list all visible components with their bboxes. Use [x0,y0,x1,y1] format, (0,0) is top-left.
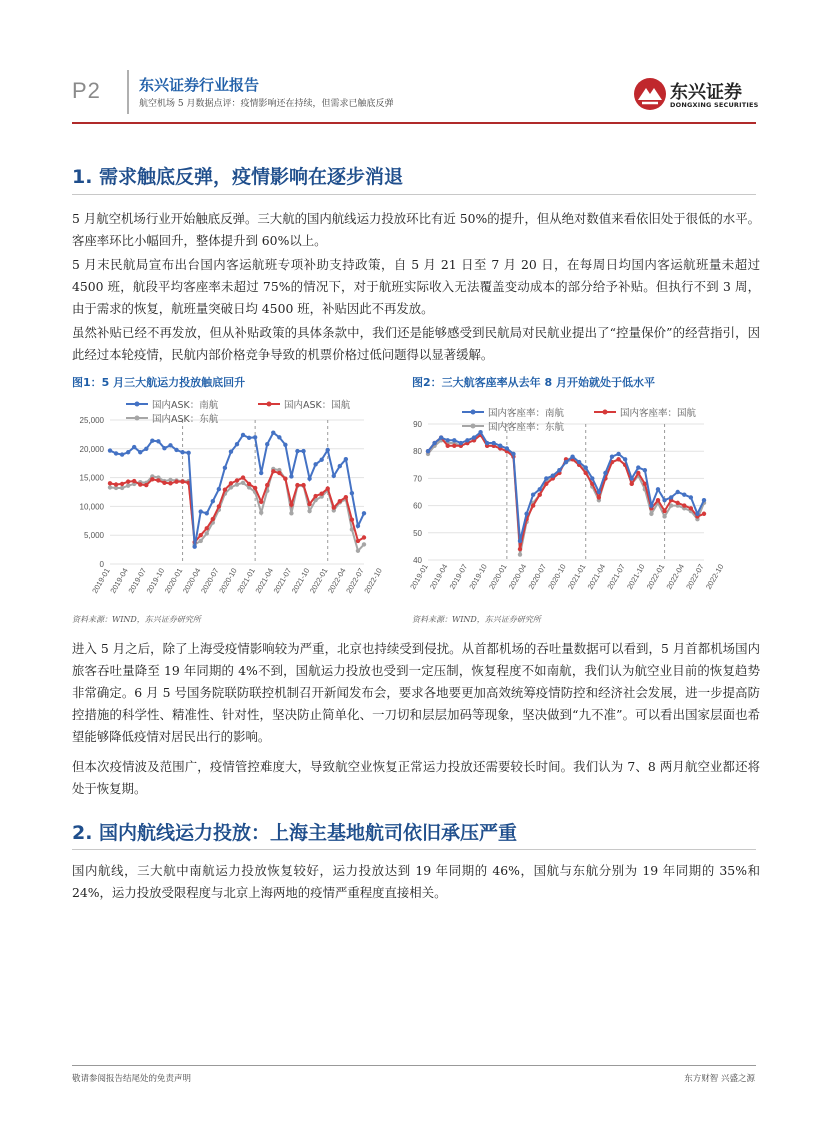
data-point [356,524,360,528]
data-point [295,483,299,487]
data-point [108,481,112,485]
data-point [518,552,522,556]
data-point [283,477,287,481]
data-point [531,493,535,497]
legend-marker [603,410,608,415]
data-point [174,448,178,452]
y-tick-label: 5,000 [83,531,104,541]
x-tick-label: 2019-01 [408,562,430,591]
data-point [518,547,522,551]
y-tick-label: 10,000 [79,502,104,512]
data-point [326,486,330,490]
data-point [156,478,160,482]
data-point [350,517,354,521]
data-point [362,511,366,515]
page-number: P2 [72,78,101,103]
data-point [356,539,360,543]
data-point [241,475,245,479]
data-point [271,469,275,473]
data-point [229,481,233,485]
data-point [223,466,227,470]
data-point [630,476,634,480]
legend-marker [471,410,476,415]
data-point [344,457,348,461]
data-point [235,482,239,486]
data-point [265,442,269,446]
x-tick-label: 2019-10 [467,562,489,591]
y-tick-label: 90 [413,420,422,429]
data-point [205,531,209,535]
data-point [120,482,124,486]
x-tick-label: 2020-04 [180,566,203,595]
x-tick-label: 2020-01 [487,562,509,591]
data-point [307,502,311,506]
data-point [362,542,366,546]
y-tick-label: 50 [413,528,422,538]
data-point [114,451,118,455]
section-1-paragraph-3: 虽然补贴已经不再发放，但从补贴政策的具体条款中，我们还是能够感受到民航局对民航业提出了“控量保价”的经营指引，因此经过本轮疫情，民航内部价格竞争导致的机票价格过低问题得以显著缓解。 [72,325,760,362]
x-tick-label: 2020-01 [162,566,185,595]
data-point [682,503,686,507]
figure-1-source: 资料来源：WIND，东兴证券研究所 [72,615,201,624]
data-point [538,487,542,491]
report-header [0,0,827,130]
x-tick-label: 2021-04 [253,566,276,595]
data-point [656,487,660,491]
data-point [138,482,142,486]
data-point [557,468,561,472]
x-tick-label: 2021-04 [585,562,608,591]
data-point [253,435,257,439]
section-2-paragraph-1: 国内航线，三大航中南航运力投放恢复较好，运力投放达到 19 年同期的 46%，国航与东航分别为 19 年同期的 35%和 24%，运力投放受限程度与北京上海两地的疫情严重程度直接相关。 [72,863,760,900]
data-point [702,498,706,502]
header-rule [72,122,756,124]
data-point [307,477,311,481]
data-point [289,511,293,515]
data-point [120,486,124,490]
data-point [452,444,456,448]
data-point [217,487,221,491]
data-point [319,492,323,496]
data-point [630,482,634,486]
header-divider [127,70,129,114]
data-point [485,441,489,445]
logo-wordmark: 东兴证券 [670,82,742,103]
data-point [199,533,203,537]
data-point [144,483,148,487]
data-point [446,438,450,442]
data-point [162,481,166,485]
x-tick-label: 2019-10 [144,566,167,595]
data-point [168,443,172,447]
y-tick-label: 0 [99,560,104,569]
series-line [428,432,704,541]
x-tick-label: 2022-07 [684,562,706,591]
data-point [452,438,456,442]
data-point [676,501,680,505]
series-line [428,435,704,549]
legend-label: 国内客座率：东航 [488,422,565,433]
figure-2-chart [404,392,744,612]
x-tick-label: 2019-01 [90,566,112,595]
data-point [265,483,269,487]
logo-english: DONGXING SECURITIES [670,101,759,109]
data-point [223,487,227,491]
data-point [350,491,354,495]
data-point [186,451,190,455]
data-point [289,502,293,506]
data-point [338,499,342,503]
legend-marker [135,402,140,407]
data-point [301,449,305,453]
data-point [126,479,130,483]
report-subtitle: 航空机场 5 月数据点评：疫情影响还在持续，但需求已触底反弹 [139,99,394,109]
data-point [313,494,317,498]
data-point [538,493,542,497]
data-point [108,448,112,452]
legend-label: 国内ASK：南航 [152,400,219,411]
data-point [162,446,166,450]
data-point [649,512,653,516]
legend-marker [135,416,140,421]
data-point [277,471,281,475]
data-point [120,452,124,456]
data-point [277,435,281,439]
x-tick-label: 2019-04 [108,566,130,595]
data-point [465,438,469,442]
footer-slogan: 东方财智 兴盛之源 [684,1074,755,1084]
x-tick-label: 2021-01 [235,566,257,595]
data-point [301,483,305,487]
figure-2-source: 资料来源：WIND，东兴证券研究所 [412,615,541,624]
x-tick-label: 2020-04 [506,562,529,591]
section-2-title: 2. 国内航线运力投放：上海主基地航司依旧承压严重 [72,822,518,844]
data-point [584,465,588,469]
section-1-paragraph-1: 5 月航空机场行业开始触底反弹。三大航的国内航线运力投放环比有近 50%的提升，但从绝对数值来看依旧处于很低的水平。客座率环比小幅回升，整体提升到 60%以上。 [72,211,760,248]
x-tick-label: 2021-01 [565,562,588,591]
footer-rule [72,1065,756,1066]
data-point [590,476,594,480]
section-2-underline [72,849,756,850]
x-tick-label: 2019-07 [126,566,149,595]
data-point [211,517,215,521]
data-point [356,549,360,553]
data-point [662,514,666,518]
data-point [603,471,607,475]
data-point [271,430,275,434]
y-tick-label: 60 [413,501,422,511]
data-point [662,509,666,513]
data-point [199,509,203,513]
data-point [180,479,184,483]
data-point [259,471,263,475]
data-point [253,486,257,490]
data-point [259,511,263,515]
data-point [511,452,515,456]
x-tick-label: 2021-10 [625,562,647,591]
x-tick-label: 2022-01 [307,566,330,595]
legend-label: 国内ASK：国航 [284,400,351,411]
figure-2-title: 图2：三大航客座率从去年 8 月开始就处于低水平 [412,376,655,389]
x-tick-label: 2022-07 [344,566,366,595]
data-point [156,439,160,443]
data-point [108,485,112,489]
x-tick-label: 2021-07 [605,562,627,591]
data-point [518,539,522,543]
data-point [132,479,136,483]
y-tick-label: 15,000 [79,473,104,483]
data-point [459,441,463,445]
section-1-title: 1. 需求触底反弹，疫情影响在逐步消退 [72,166,404,188]
data-point [199,539,203,543]
data-point [616,457,620,461]
data-point [144,447,148,451]
data-point [150,477,154,481]
y-tick-label: 70 [413,474,422,484]
data-point [174,479,178,483]
data-point [259,500,263,504]
data-point [570,454,574,458]
data-point [676,490,680,494]
data-point [662,498,666,502]
data-point [544,476,548,480]
x-tick-label: 2020-10 [217,566,239,595]
data-point [338,464,342,468]
x-tick-label: 2020-07 [526,562,549,591]
legend-marker [471,424,476,429]
y-tick-label: 25,000 [79,416,104,425]
data-point [689,495,693,499]
data-point [597,490,601,494]
data-point [217,504,221,508]
data-point [524,512,528,516]
x-tick-label: 2020-10 [546,562,568,591]
x-tick-label: 2019-07 [447,562,470,591]
data-point [241,481,245,485]
data-point [564,460,568,464]
data-point [682,493,686,497]
data-point [597,495,601,499]
x-tick-label: 2020-07 [199,566,221,595]
data-point [498,444,502,448]
x-tick-label: 2022-10 [703,562,726,591]
data-point [643,468,647,472]
data-point [656,498,660,502]
data-point [577,460,581,464]
data-point [702,512,706,516]
data-point [649,503,653,507]
data-point [669,495,673,499]
data-point [689,506,693,510]
x-tick-label: 2022-04 [664,562,687,591]
data-point [138,450,142,454]
data-point [168,481,172,485]
data-point [192,545,196,549]
data-point [247,436,251,440]
data-point [295,449,299,453]
data-point [439,435,443,439]
data-point [313,462,317,466]
figure-1-chart [68,392,398,612]
data-point [332,505,336,509]
data-point [307,509,311,513]
data-point [241,433,245,437]
data-point [531,503,535,507]
data-point [492,441,496,445]
y-tick-label: 20,000 [79,444,104,454]
x-tick-label: 2022-04 [326,566,348,595]
data-point [505,446,509,450]
data-point [472,435,476,439]
footer-disclaimer: 敬请参阅报告结尾处的免责声明 [72,1074,192,1084]
legend-label: 国内ASK：东航 [152,414,219,425]
y-tick-label: 80 [413,447,422,457]
section-1-paragraph-5: 但本次疫情波及范围广，疫情管控难度大，导致航空业恢复正常运力投放还需要较长时间。我们认为 7、8 两月航空业都还将处于恢复期。 [72,759,760,796]
data-point [180,450,184,454]
data-point [283,443,287,447]
data-point [289,474,293,478]
series-line [428,435,704,555]
data-point [432,441,436,445]
x-tick-label: 2019-04 [427,562,450,591]
data-point [362,535,366,539]
section-1-paragraph-2: 5 月末民航局宣布出台国内客运航班专项补助支持政策，自 5 月 21 日至 7 月 20 日，在每周日均国内客运航班量未超过 4500 班，航段平均客座率未超过 75%的情况下，对于航班实际收入无法覆盖变动成本的部分给予补贴。但执行不到 3 周，由于需求的恢复，航班量突破日均 4500 班，补贴因此不再发放。 [72,257,760,316]
data-point [478,430,482,434]
data-point [235,478,239,482]
data-point [636,465,640,469]
data-point [551,473,555,477]
x-tick-label: 2021-07 [271,566,294,595]
legend-marker [267,402,272,407]
data-point [610,454,614,458]
data-point [326,448,330,452]
data-point [332,474,336,478]
data-point [247,482,251,486]
data-point [446,444,450,448]
x-tick-label: 2022-10 [362,566,384,595]
data-point [126,450,130,454]
x-tick-label: 2022-01 [644,562,667,591]
section-1-underline [72,194,756,195]
legend-label: 国内客座率：南航 [488,408,565,419]
section-1-paragraph-4: 进入 5 月之后，除了上海受疫情影响较为严重，北京也持续受到侵扰。从首都机场的吞吐量数据可以看到，5 月首都机场国内旅客吞吐量降至 19 年同期的 4%不到，国航运力投放也受到一定压制，恢复程度不如南航，我们认为航空业目前的恢复趋势非常确定。6 月 5 号国务院联防联控机制召开新闻发布会，要求各地要更加高效统筹疫情防控和经济社会发展，进一步提高防控措施的科学性、精准性、针对性，坚决防止简单化、一刀切和层层加码等现象，坚决做到“九不准”。可以看出国家层面也希望能够降低疫情对居民出行的影响。 [72,641,760,744]
y-tick-label: 40 [413,556,422,565]
legend-label: 国内客座率：国航 [620,408,697,419]
data-point [344,495,348,499]
data-point [235,442,239,446]
data-point [616,452,620,456]
data-point [229,449,233,453]
data-point [205,526,209,530]
data-point [205,511,209,515]
data-point [426,449,430,453]
data-point [126,483,130,487]
data-point [150,439,154,443]
figure-1-title: 图1：5 月三大航运力投放触底回升 [72,376,246,389]
data-point [114,482,118,486]
data-point [211,499,215,503]
x-tick-label: 2021-10 [289,566,312,595]
data-point [319,458,323,462]
data-point [623,457,627,461]
data-point [132,445,136,449]
data-point [695,512,699,516]
report-brand: 东兴证券行业报告 [139,76,260,94]
